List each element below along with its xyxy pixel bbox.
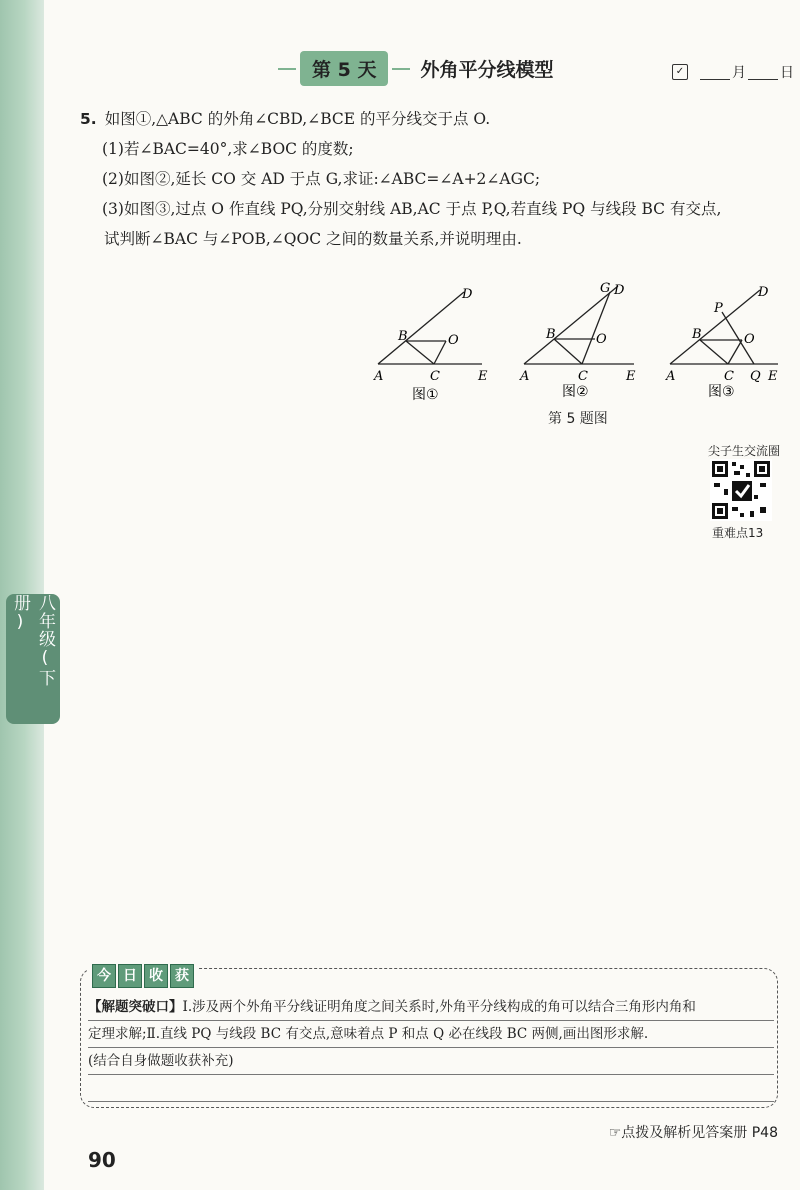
problem-part-3b: 试判断∠BAC 与∠POB,∠QOC 之间的数量关系,并说明理由. (104, 230, 522, 248)
figure-3 (670, 290, 778, 364)
problem-stem-line (80, 104, 780, 134)
summary-tag-char: 获 (170, 964, 194, 988)
fig1-label-O: O (448, 333, 459, 348)
month-label: 月 (732, 65, 746, 81)
answer-reference: ☞点拨及解析见答案册 P48 (608, 1125, 778, 1141)
summary-tag-char: 日 (118, 964, 142, 988)
grade-side-tab: 八年级(下册) (6, 594, 60, 724)
fig2-label-D: D (614, 283, 625, 298)
day-label: 日 (780, 65, 794, 81)
fig2-label-C: C (578, 369, 588, 384)
fig3-label-A: A (666, 369, 676, 384)
problem-part-1: (1)若∠BAC=40°,求∠BOC 的度数; (102, 140, 354, 158)
fig1-label-E: E (478, 369, 488, 384)
fig3-label-B: B (692, 327, 702, 342)
section-header (300, 48, 590, 88)
fig3-caption: 图③ (708, 384, 735, 400)
summary-text-1: Ⅰ.涉及两个外角平分线证明角度之间关系时,外角平分线构成的角可以结合三角形内角和 (182, 999, 696, 1015)
day-badge: 第 5 天 (300, 51, 388, 86)
problem-stem: 如图①,△ABC 的外角∠CBD,∠BCE 的平分线交于点 O. (104, 110, 491, 128)
fig1-caption: 图① (412, 387, 439, 403)
page-number: 90 (88, 1148, 116, 1172)
qr-label: 重难点13 (712, 526, 764, 540)
problem-number: 5. (80, 110, 97, 128)
fig3-label-P: P (714, 301, 723, 316)
fig3-label-E: E (768, 369, 778, 384)
problem-5 (80, 104, 780, 254)
calendar-check-icon: ✓ (672, 64, 688, 80)
fig3-label-D: D (758, 285, 769, 300)
fig1-label-D: D (462, 287, 473, 302)
qr-title: 尖子生交流圈 (708, 444, 781, 458)
fig1-label-B: B (398, 329, 408, 344)
summary-line-2: 定理求解;Ⅱ.直线 PQ 与线段 BC 有交点,意味着点 P 和点 Q 必在线段 BC 两侧,画出图形求解. (88, 1021, 774, 1048)
qr-code-icon[interactable] (710, 459, 772, 521)
summary-note-line[interactable]: (结合自身做题收获补充) (88, 1048, 774, 1075)
fig2-label-G: G (600, 281, 611, 296)
problem-part-3a: (3)如图③,过点 O 作直线 PQ,分别交射线 AB,AC 于点 P,Q,若直线 PQ 与线段 BC 有交点, (102, 200, 722, 218)
breakthrough-label: 【解题突破口】 (88, 999, 183, 1015)
figure-1 (378, 292, 482, 364)
topic-title: 外角平分线模型 (420, 58, 554, 81)
month-blank (700, 65, 730, 80)
summary-blank-line[interactable] (88, 1075, 774, 1102)
fig1-label-A: A (374, 369, 384, 384)
fig3-label-C: C (724, 369, 734, 384)
fig3-label-Q: Q (750, 369, 761, 384)
fig2-label-B: B (546, 327, 556, 342)
fig3-label-O: O (744, 332, 755, 347)
fig2-label-E: E (626, 369, 636, 384)
date-field (672, 62, 794, 82)
summary-tag-char: 收 (144, 964, 168, 988)
summary-line-1 (88, 994, 774, 1021)
daily-summary-tag (88, 964, 198, 988)
fig2-caption: 图② (562, 384, 589, 400)
fig2-label-O: O (596, 332, 607, 347)
summary-content (88, 994, 774, 1102)
fig2-label-A: A (520, 369, 530, 384)
summary-tag-char: 今 (92, 964, 116, 988)
figure-group-caption: 第 5 题图 (548, 411, 608, 427)
problem-part-2: (2)如图②,延长 CO 交 AD 于点 G,求证:∠ABC=∠A+2∠AGC; (102, 170, 541, 188)
fig1-label-C: C (430, 369, 440, 384)
day-blank (748, 65, 778, 80)
